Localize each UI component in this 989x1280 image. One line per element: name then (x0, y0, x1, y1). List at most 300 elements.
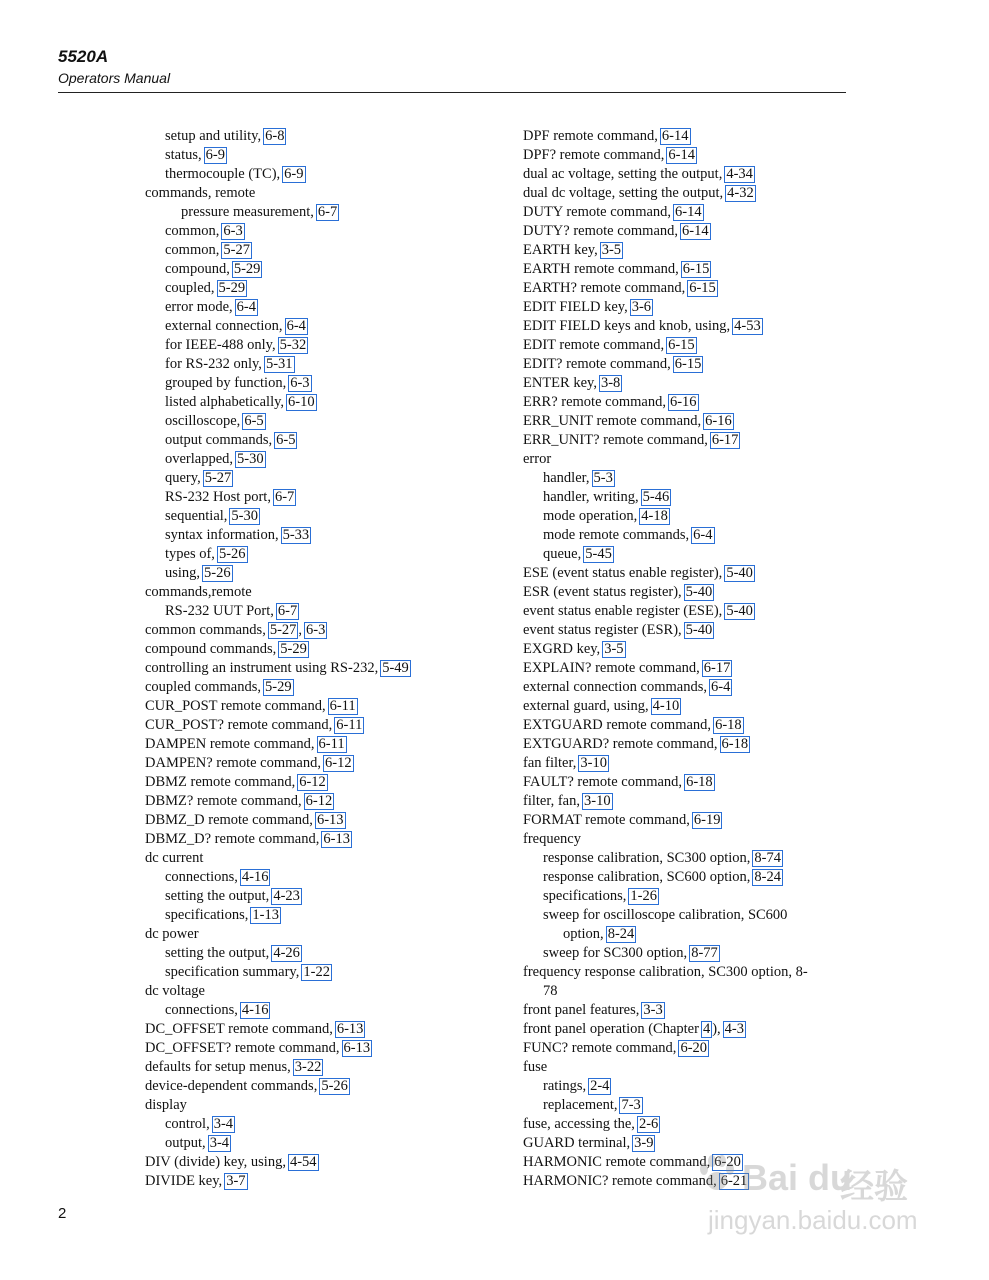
page-reference-link[interactable]: 2-6 (638, 1116, 659, 1132)
watermark-cn: 经验 (840, 1168, 908, 1206)
page-reference-link[interactable]: 4-18 (641, 508, 668, 524)
index-entry (145, 507, 485, 526)
page-reference-link[interactable]: 5-29 (233, 261, 261, 277)
index-entry (523, 469, 853, 488)
page-reference-link[interactable]: 4-26 (273, 945, 300, 961)
page-reference-link[interactable]: 4-16 (241, 869, 269, 885)
index-entry-text: syntax information, (165, 527, 279, 543)
index-entry-text: frequency response calibration, SC300 option, 8- (523, 964, 808, 980)
index-entry-text: frequency (523, 831, 581, 847)
index-entry-text: CUR_POST? remote command, (145, 717, 333, 733)
index-entry-text: coupled commands, (145, 679, 261, 695)
index-entry-text: DAMPEN remote command, (145, 736, 315, 752)
index-entry (145, 1039, 485, 1058)
index-entry-text: filter, fan, (523, 793, 580, 809)
index-entry-text: DC_OFFSET remote command, (145, 1021, 333, 1037)
index-entry-text: external guard, using, (523, 698, 649, 714)
index-entry (523, 336, 853, 355)
index-entry (145, 127, 485, 146)
index-entry-text: HARMONIC remote command, (523, 1154, 711, 1170)
page-reference-link[interactable]: 6-13 (323, 831, 350, 847)
index-entry (523, 507, 853, 526)
index-entry (523, 944, 853, 963)
index-entry-text: ERR_UNIT remote command, (523, 413, 702, 429)
index-entry: common commands, 5-27 , 6-3 (145, 622, 326, 638)
index-entry-text: DBMZ remote command, (145, 774, 296, 790)
index-entry (145, 279, 485, 298)
index-entry-text: DBMZ_D? remote command, (145, 831, 320, 847)
index-entry-text: mode remote commands, (543, 527, 690, 543)
index-entry-text: for RS-232 only, (165, 356, 262, 372)
index-entry-text: fan filter, (523, 755, 577, 771)
index-entry-text: external connection commands, (523, 679, 708, 695)
index-entry-text: fuse, accessing the, (523, 1116, 635, 1132)
index-entry-text: EXPLAIN? remote command, (523, 660, 700, 676)
index-entry (523, 431, 853, 450)
index-entry (145, 602, 485, 621)
index-entry (145, 1077, 485, 1096)
index-entry-text: EDIT FIELD key, (523, 299, 628, 315)
index-entry-text: defaults for setup menus, (145, 1059, 291, 1075)
page-reference-link[interactable]: 5-26 (321, 1078, 348, 1094)
watermark-logo: Bai du (742, 1157, 853, 1198)
page-reference-link[interactable]: 6-17 (711, 432, 739, 448)
index-entry (145, 317, 485, 336)
page-reference-link[interactable]: 3-10 (584, 793, 611, 809)
page-reference-link[interactable]: 6-7 (277, 603, 298, 619)
index-entry (145, 374, 485, 393)
index-entry (523, 450, 853, 469)
index-entry-text: DUTY? remote command, (523, 223, 679, 239)
page-reference-link[interactable]: 6-5 (244, 413, 264, 429)
index-entry (523, 165, 853, 184)
index-entry (145, 260, 485, 279)
page-reference-link[interactable]: 5-46 (642, 489, 670, 505)
index-entry (523, 1115, 853, 1134)
page-reference-link[interactable]: 6-9 (205, 147, 225, 163)
index-entry-text: FORMAT remote command, (523, 812, 690, 828)
watermark (690, 1135, 940, 1245)
index-entry (523, 906, 853, 925)
index-entry-text: sweep for oscilloscope calibration, SC600 (543, 907, 788, 923)
index-entry-text: for IEEE-488 only, (165, 337, 276, 353)
index-entry-text: EARTH key, (523, 242, 598, 258)
index-entry-text: error mode, (165, 299, 233, 315)
index-entry (145, 526, 485, 545)
index-entry (523, 773, 853, 792)
index-entry-text: DIVIDE key, (145, 1173, 223, 1189)
index-entry (523, 830, 853, 849)
index-entry (145, 564, 485, 583)
page-reference-link[interactable]: 6-8 (265, 128, 285, 144)
page-reference-link[interactable]: 5-49 (382, 660, 409, 676)
page-reference-link[interactable]: 6-4 (286, 318, 306, 334)
index-entry-text: FAULT? remote command, (523, 774, 683, 790)
index-entry-text: sequential, (165, 508, 228, 524)
index-entry-text: ERR? remote command, (523, 394, 666, 410)
page-reference-link[interactable]: 6-13 (336, 1021, 364, 1037)
page-reference-link[interactable]: 6-20 (680, 1040, 708, 1056)
index-entry-text: dc power (145, 926, 199, 942)
page-reference-link[interactable]: 6-11 (329, 698, 356, 714)
page-reference-link[interactable]: 6-15 (674, 356, 702, 372)
index-entry (145, 184, 485, 203)
index-entry (523, 488, 853, 507)
index-entry-text: common, (165, 242, 220, 258)
index-entry-text: output, (165, 1135, 206, 1151)
page-reference-link[interactable]: 6-20 (714, 1154, 741, 1170)
page-reference-link[interactable]: 5-27 (204, 470, 232, 486)
page-reference-link[interactable]: 5-40 (685, 622, 713, 638)
index-entry-text: HARMONIC? remote command, (523, 1173, 717, 1189)
index-entry (145, 1020, 485, 1039)
index-entry-text: option, (563, 926, 604, 942)
index-entry-text: ENTER key, (523, 375, 597, 391)
index-entry-text: DPF? remote command, (523, 147, 665, 163)
index-entry-text: ratings, (543, 1078, 587, 1094)
page-reference-link[interactable]: 5-26 (204, 565, 231, 581)
index-entry-text: display (145, 1097, 187, 1113)
index-entry-text: GUARD terminal, (523, 1135, 631, 1151)
page-reference-link[interactable]: 4-23 (273, 888, 300, 904)
index-entry (523, 621, 853, 640)
page-reference-link[interactable]: 6-14 (682, 223, 709, 239)
index-entry-text: event status enable register (ESE), (523, 603, 723, 619)
index-entry (145, 697, 485, 716)
page-reference-link[interactable]: 4-16 (241, 1002, 269, 1018)
index-entry-text-suffix: ) (712, 1021, 718, 1037)
page-reference-link[interactable]: 5-30 (231, 508, 259, 524)
index-entry-text: output commands, (165, 432, 273, 448)
page-reference-link[interactable]: 6-14 (675, 204, 702, 220)
page-reference-link[interactable]: 5-30 (237, 451, 264, 467)
index-entry-text: control, (165, 1116, 210, 1132)
page-reference-link[interactable]: 8-24 (754, 869, 781, 885)
page-reference-link[interactable]: 5-27 (223, 242, 250, 258)
index-entry (145, 1001, 485, 1020)
index-entry-text: specifications, (543, 888, 627, 904)
index-entry-text: handler, (543, 470, 590, 486)
page-reference-link[interactable]: 6-15 (689, 280, 716, 296)
page-reference-link[interactable]: 6-7 (317, 204, 338, 220)
index-entry-text: specifications, (165, 907, 249, 923)
index-entry-text: front panel features, (523, 1002, 640, 1018)
page-reference-link[interactable]: 3-22 (294, 1059, 322, 1075)
index-entry-text: response calibration, SC600 option, (543, 869, 751, 885)
page-reference-link[interactable]: 6-3 (223, 223, 243, 239)
page-reference-link[interactable]: 5-26 (218, 546, 246, 562)
index-entry-text: DBMZ_D remote command, (145, 812, 313, 828)
index-entry-text: setup and utility, (165, 128, 262, 144)
index-entry-text: replacement, (543, 1097, 618, 1113)
index-entry-text: dual dc voltage, setting the output, (523, 185, 724, 201)
index-entry (145, 241, 485, 260)
index-entry-text: DAMPEN? remote command, (145, 755, 321, 771)
index-entry-text: grouped by function, (165, 375, 287, 391)
page-reference-link[interactable]: 4-54 (289, 1154, 317, 1170)
page-reference-link[interactable]: 6-4 (693, 527, 713, 543)
index-entry (145, 203, 485, 222)
page-reference-link[interactable]: 6-9 (284, 166, 304, 182)
index-entry (523, 412, 853, 431)
page-reference-link[interactable]: 6-16 (705, 413, 732, 429)
page-reference-link[interactable]: 5-29 (264, 679, 292, 695)
index-entry-text: EDIT FIELD keys and knob, using, (523, 318, 731, 334)
page-reference-link[interactable]: 4-10 (652, 698, 680, 714)
index-entry (145, 146, 485, 165)
page-reference-link[interactable]: 1-22 (303, 964, 330, 980)
page-reference-link[interactable]: 3-6 (631, 299, 652, 315)
index-entry (145, 431, 485, 450)
index-entry (523, 659, 853, 678)
index-entry-text: FUNC? remote command, (523, 1040, 677, 1056)
index-entry (145, 583, 485, 602)
index-entry-text: 78 (543, 983, 558, 999)
index-entry-text: specification summary, (165, 964, 300, 980)
index-entry-text: compound, (165, 261, 230, 277)
index-entry (523, 887, 853, 906)
index-entry-text: DPF remote command, (523, 128, 658, 144)
manual-subtitle: Operators Manual (58, 70, 171, 86)
page-reference-link[interactable]: 8-77 (691, 945, 718, 961)
index-entry-text: ERR_UNIT? remote command, (523, 432, 708, 448)
index-entry (145, 1172, 485, 1191)
index-entry (523, 203, 853, 222)
index-entry (145, 640, 485, 659)
index-entry-text: compound commands, (145, 641, 277, 657)
page-reference-link[interactable]: 8-24 (607, 926, 635, 942)
index-entry-text: DBMZ? remote command, (145, 793, 302, 809)
page-reference-link[interactable]: 6-13 (343, 1040, 371, 1056)
index-entry-text: event status register (ESR), (523, 622, 682, 638)
page-reference-link[interactable]: 6-11 (318, 736, 345, 752)
index-entry-text: coupled, (165, 280, 215, 296)
index-entry (145, 754, 485, 773)
page-reference-link[interactable]: 3-7 (226, 1173, 246, 1189)
index-entry (145, 982, 485, 1001)
index-entry (523, 849, 853, 868)
page-reference-link[interactable]: 3-3 (643, 1002, 663, 1018)
index-entry-text: EXGRD key, (523, 641, 601, 657)
index-entry-text: status, (165, 147, 202, 163)
page-reference-link[interactable]: 6-12 (299, 774, 326, 790)
index-entry (523, 127, 853, 146)
page-reference-link[interactable]: 6-7 (274, 489, 295, 505)
index-entry-text: setting the output, (165, 888, 270, 904)
index-entry (145, 488, 485, 507)
index-entry-text: mode operation, (543, 508, 638, 524)
index-entry-text: dc voltage (145, 983, 205, 999)
page-reference-link[interactable]: 5-27 (269, 622, 297, 638)
page-reference-link[interactable]: 5-29 (280, 641, 307, 657)
index-entry-text: fuse (523, 1059, 548, 1075)
page-reference-link[interactable]: 6-15 (682, 261, 710, 277)
index-entry (523, 526, 853, 545)
index-entry (523, 640, 853, 659)
page-reference-link[interactable]: 3-4 (213, 1116, 234, 1132)
index-entry (523, 1096, 853, 1115)
index-entry (523, 1001, 853, 1020)
index-entry-text: pressure measurement, (181, 204, 314, 220)
index-entry-text: oscilloscope, (165, 413, 241, 429)
page-reference-link[interactable]: 3-8 (600, 375, 621, 391)
index-entry (523, 317, 853, 336)
index-entry (145, 944, 485, 963)
index-entry (523, 811, 853, 830)
page-reference-link[interactable]: 6-12 (305, 793, 333, 809)
page-reference-link[interactable]: 5-45 (585, 546, 612, 562)
page-number: 2 (58, 1205, 67, 1222)
index-entry (523, 545, 853, 564)
index-entry-text: setting the output, (165, 945, 270, 961)
page-reference-link[interactable]: 6-10 (288, 394, 315, 410)
page-reference-link[interactable]: 5-33 (282, 527, 310, 543)
index-entry (523, 393, 853, 412)
page-reference-link[interactable]: 6-13 (316, 812, 344, 828)
index-entry (145, 450, 485, 469)
index-entry-text: dual ac voltage, setting the output, (523, 166, 723, 182)
page-reference-link[interactable]: 6-4 (236, 299, 256, 315)
index-entry-text: EDIT? remote command, (523, 356, 671, 372)
page-reference-link[interactable]: 6-18 (686, 774, 713, 790)
index-column-left (145, 127, 485, 1191)
page-reference-link[interactable]: 5-29 (218, 280, 246, 296)
index-entry (145, 830, 485, 849)
index-entry (523, 678, 853, 697)
index-entry (523, 963, 853, 982)
index-entry-text: RS-232 Host port, (165, 489, 271, 505)
index-entry-text: EARTH? remote command, (523, 280, 686, 296)
page-reference-link[interactable]: 1-13 (252, 907, 279, 923)
index-entry (523, 260, 853, 279)
index-entry: front panel operation (Chapter 4 ), 4-3 (523, 1021, 745, 1037)
index-entry-text: EXTGUARD? remote command, (523, 736, 718, 752)
page-reference-link[interactable]: 5-40 (726, 603, 753, 619)
page-reference-link[interactable]: 6-3 (290, 375, 310, 391)
page-reference-link[interactable]: 3-5 (601, 242, 622, 258)
index-entry (523, 602, 853, 621)
index-entry (523, 735, 853, 754)
index-entry (145, 887, 485, 906)
index-entry-text: common, (165, 223, 220, 239)
index-entry (145, 868, 485, 887)
page-reference-link[interactable]: 6-4 (711, 679, 731, 695)
index-entry (523, 792, 853, 811)
index-entry (523, 1039, 853, 1058)
index-entry-text: dc current (145, 850, 204, 866)
index-entry (145, 298, 485, 317)
page-reference-link[interactable]: 5-40 (685, 584, 713, 600)
page-reference-link[interactable]: 6-14 (661, 128, 689, 144)
page-reference-link[interactable]: 3-10 (580, 755, 607, 771)
watermark-url: jingyan.baidu.com (708, 1205, 918, 1235)
page-reference-link[interactable]: 5-3 (593, 470, 613, 486)
index-column-right (523, 127, 853, 1191)
page-reference-link[interactable]: 5-40 (726, 565, 753, 581)
page-reference-link[interactable]: 5-32 (279, 337, 307, 353)
index-entry-text: using, (165, 565, 201, 581)
page-reference-link[interactable]: 6-16 (669, 394, 697, 410)
page-reference-link[interactable]: 1-26 (630, 888, 657, 904)
index-entry (523, 564, 853, 583)
paw-icon (695, 1153, 739, 1197)
index-entry (145, 906, 485, 925)
index-entry (145, 963, 485, 982)
index-entry (145, 735, 485, 754)
page-reference-link[interactable]: 4 (702, 1021, 711, 1037)
index-entry (145, 222, 485, 241)
page-reference-link[interactable]: 6-17 (703, 660, 731, 676)
index-entry (523, 184, 853, 203)
index-entry-text: EDIT remote command, (523, 337, 665, 353)
index-entry (145, 678, 485, 697)
index-entry (145, 792, 485, 811)
index-entry (145, 773, 485, 792)
index-entry (523, 697, 853, 716)
page-reference-link[interactable]: 3-9 (634, 1135, 654, 1151)
page-reference-link[interactable]: 6-5 (276, 432, 296, 448)
page-reference-link[interactable]: 6-12 (324, 755, 352, 771)
page-reference-link[interactable]: 6-11 (336, 717, 363, 733)
page-reference-link[interactable]: 4-34 (726, 166, 753, 182)
page-reference-link[interactable]: 3-4 (209, 1135, 230, 1151)
page-reference-link[interactable]: 6-18 (721, 736, 749, 752)
index-entry-text: commands, remote (145, 185, 256, 201)
index-entry-text: CUR_POST remote command, (145, 698, 326, 714)
index-entry (145, 545, 485, 564)
page-reference-link[interactable]: 6-18 (715, 717, 742, 733)
page-reference-link[interactable]: 8-74 (754, 850, 781, 866)
index-entry-text: RS-232 UUT Port, (165, 603, 274, 619)
index-entry-text: handler, writing, (543, 489, 639, 505)
index-entry (523, 241, 853, 260)
page-reference-link[interactable]: 7-3 (621, 1097, 641, 1113)
index-entry (145, 1096, 485, 1115)
index-entry (145, 412, 485, 431)
page-reference-link[interactable]: 2-4 (590, 1078, 610, 1094)
index-entry (523, 1077, 853, 1096)
manual-model-title: 5520A (58, 47, 109, 66)
page-reference-link[interactable]: 6-15 (668, 337, 695, 353)
index-entry (523, 355, 853, 374)
index-entry (145, 355, 485, 374)
index-entry-text: overlapped, (165, 451, 234, 467)
page-reference-link[interactable]: 6-3 (306, 622, 326, 638)
index-entry (523, 222, 853, 241)
page-reference-link[interactable]: 6-19 (693, 812, 721, 828)
page-reference-link[interactable]: 4-32 (727, 185, 754, 201)
index-entry-text: response calibration, SC300 option, (543, 850, 751, 866)
index-entry (523, 754, 853, 773)
page-reference-link[interactable]: 5-31 (265, 356, 293, 372)
page-reference-link[interactable]: 4-3 (724, 1021, 745, 1037)
index-entry (145, 659, 485, 678)
page-reference-link[interactable]: 4-53 (734, 318, 761, 334)
index-entry (523, 298, 853, 317)
index-entry (145, 165, 485, 184)
index-entry (145, 469, 485, 488)
page-reference-link[interactable]: 3-5 (604, 641, 624, 657)
index-entry-text: ESR (event status register), (523, 584, 682, 600)
index-entry (523, 374, 853, 393)
page-reference-link[interactable]: 6-21 (720, 1173, 748, 1189)
index-entry (523, 279, 853, 298)
index-entry (523, 583, 853, 602)
index-entry (145, 336, 485, 355)
index-entry-text: connections, (165, 869, 238, 885)
index-entry-text: ESE (event status enable register), (523, 565, 723, 581)
page-reference-link[interactable]: 6-14 (668, 147, 695, 163)
